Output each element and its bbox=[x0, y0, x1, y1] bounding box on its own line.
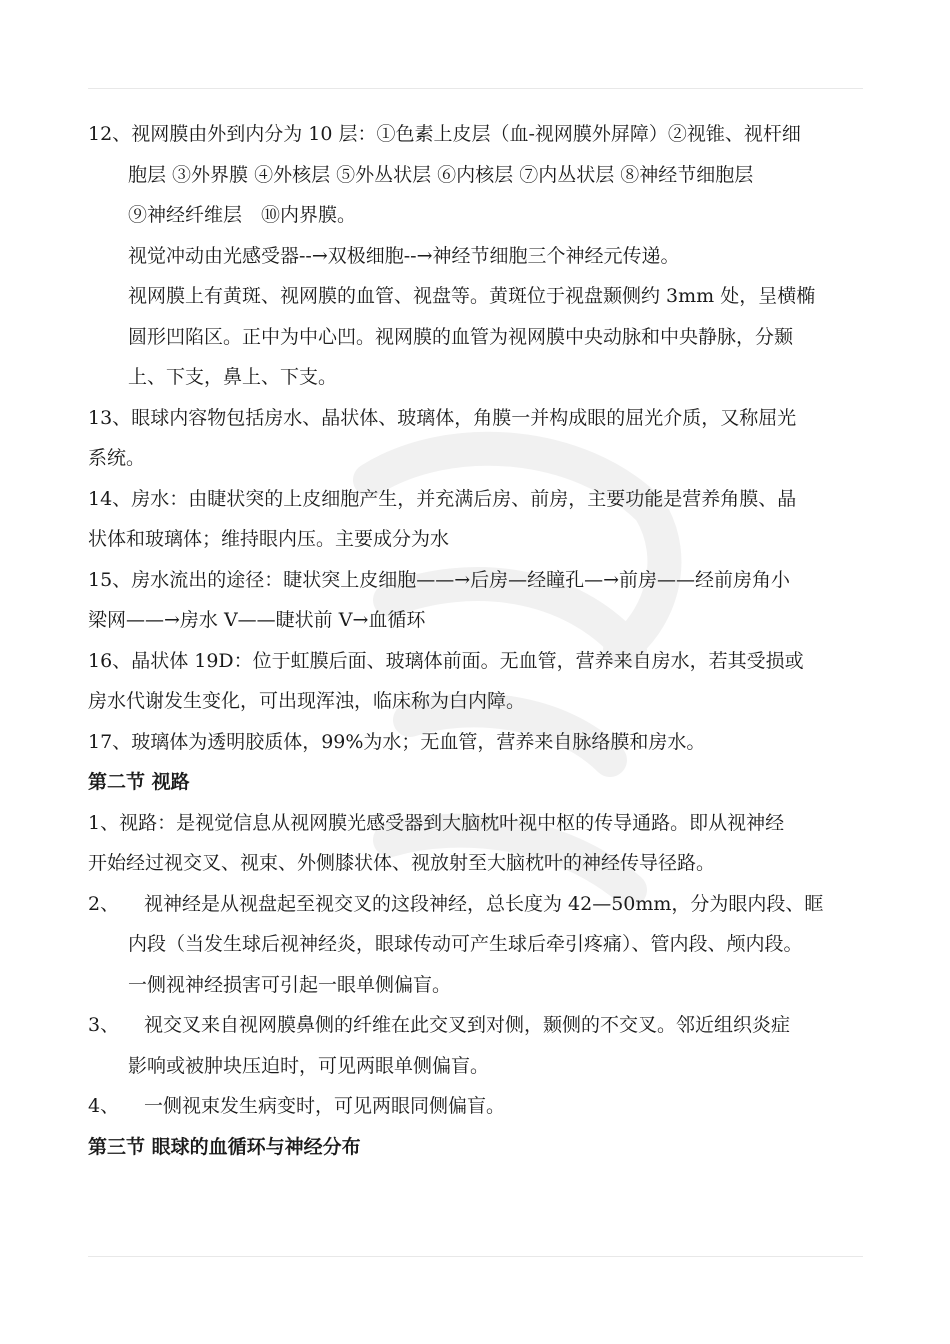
item-line: 玻璃体为透明胶质体，99%为水；无血管，营养来自脉络膜和房水。 bbox=[131, 730, 706, 753]
item-line: 房水流出的途径：睫状突上皮细胞——→后房—经瞳孔—→前房——经前房角小 bbox=[131, 568, 791, 591]
item-number: 4、 bbox=[88, 1095, 120, 1117]
item-line: 视路：是视觉信息从视网膜光感受器到大脑枕叶视中枢的传导通路。即从视神经 bbox=[119, 811, 785, 834]
item-line: 状体和玻璃体；维持眼内压。主要成分为水 bbox=[88, 528, 450, 550]
item-line: 梁网——→房水 V——睫状前 V→血循环 bbox=[88, 609, 426, 631]
item-line: 视网膜上有黄斑、视网膜的血管、视盘等。黄斑位于视盘颞侧约 3mm 处，呈横椭 bbox=[128, 285, 816, 307]
item-number: 1、 bbox=[88, 811, 120, 834]
list-item-17 bbox=[88, 722, 863, 763]
item-line: 胞层 ③外界膜 ④外核层 ⑤外丛状层 ⑥内核层 ⑦内丛状层 ⑧神经节细胞层 bbox=[128, 163, 754, 186]
section-heading: 第二节 视路 bbox=[88, 771, 190, 793]
item-line: ⑨神经纤维层 ⑩内界膜。 bbox=[128, 204, 357, 226]
item-number: 14、 bbox=[88, 487, 132, 510]
top-rule bbox=[88, 88, 863, 89]
item-number: 13、 bbox=[88, 406, 132, 429]
item-line: 眼球内容物包括房水、晶状体、玻璃体，角膜一并构成眼的屈光介质，又称屈光 bbox=[131, 406, 797, 429]
list-item-13 bbox=[88, 398, 863, 479]
item-line: 视神经是从视盘起至视交叉的这段神经，总长度为 42—50mm，分为眼内段、眶 bbox=[144, 892, 824, 915]
list-item-12 bbox=[88, 114, 863, 398]
item-number: 15、 bbox=[88, 568, 132, 591]
list-item-15 bbox=[88, 560, 863, 641]
bottom-rule bbox=[88, 1256, 863, 1257]
item-line: 圆形凹陷区。正中为中心凹。视网膜的血管为视网膜中央动脉和中央静脉，分颞 bbox=[128, 325, 794, 348]
item-number: 2、 bbox=[88, 892, 120, 915]
item-line: 一侧视束发生病变时，可见两眼同侧偏盲。 bbox=[144, 1095, 506, 1117]
item-line: 影响或被肿块压迫时，可见两眼单侧偏盲。 bbox=[128, 1054, 490, 1077]
item-line: 开始经过视交叉、视束、外侧膝状体、视放射至大脑枕叶的神经传导径路。 bbox=[88, 852, 716, 874]
list-item-s2-4 bbox=[88, 1086, 863, 1127]
list-item-s2-2 bbox=[88, 884, 863, 1006]
item-line: 视网膜由外到内分为 10 层：①色素上皮层（血-视网膜外屏障）②视锥、视杆细 bbox=[131, 123, 801, 145]
item-line: 房水：由睫状突的上皮细胞产生，并充满后房、前房，主要功能是营养角膜、晶 bbox=[131, 487, 797, 510]
item-line: 视觉冲动由光感受器--→双极细胞--→神经节细胞三个神经元传递。 bbox=[128, 244, 680, 267]
list-item-14 bbox=[88, 479, 863, 560]
item-line: 系统。 bbox=[88, 447, 146, 469]
item-number: 3、 bbox=[88, 1014, 120, 1036]
list-item-s2-1 bbox=[88, 803, 863, 884]
item-line: 内段（当发生球后视神经炎，眼球传动可产生球后牵引疼痛）、管内段、颅内段。 bbox=[128, 933, 803, 955]
item-line: 一侧视神经损害可引起一眼单侧偏盲。 bbox=[128, 973, 452, 996]
item-line: 晶状体 19D：位于虹膜后面、玻璃体前面。无血管，营养来自房水，若其受损或 bbox=[131, 649, 804, 672]
item-line: 视交叉来自视网膜鼻侧的纤维在此交叉到对侧，颞侧的不交叉。邻近组织炎症 bbox=[144, 1014, 791, 1036]
document-body bbox=[88, 114, 863, 1167]
item-line: 房水代谢发生变化，可出现浑浊，临床称为白内障。 bbox=[88, 690, 526, 712]
list-item-16 bbox=[88, 641, 863, 722]
section-heading: 第三节 眼球的血循环与神经分布 bbox=[88, 1135, 361, 1158]
item-line: 上、下支，鼻上、下支。 bbox=[128, 366, 338, 388]
item-number: 16、 bbox=[88, 649, 132, 672]
item-number: 17、 bbox=[88, 730, 132, 753]
item-number: 12、 bbox=[88, 123, 132, 145]
list-item-s2-3 bbox=[88, 1005, 863, 1086]
